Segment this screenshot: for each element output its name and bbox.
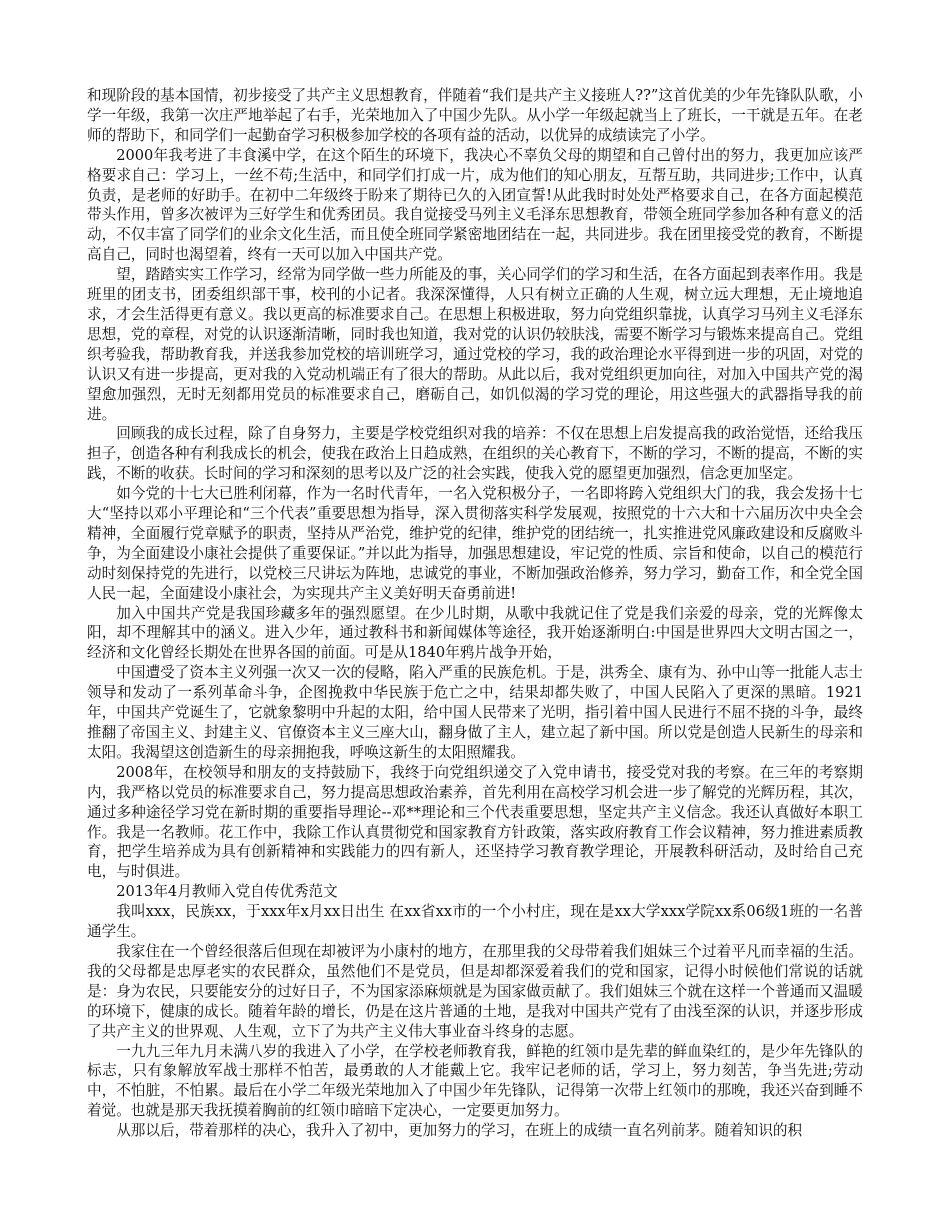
paragraph-11: 我家住在一个曾经很落后但现在却被评为小康村的地方，在那里我的父母带着我们姐妹三个过着平凡而幸福的生活。我的父母都是忠厚老实的农民群众，虽然他们不是党员，但是却都深爱着我们的党和国家，记得小时候他们常说的话就是：身为农民，只要能安分的过好日子，不为国家添麻烦就是为国家做贡献了。我们姐妹三个就在这样一个普通而又温暖的环境下，健康的成长。随着年龄的增长，仍是在这片普通的土地，是我对中国共产党有了由浅至深的认识，并逐步形成了共产主义的世界观、人生观，立下了为共产主义伟大事业奋斗终身的志愿。 <box>87 942 863 1040</box>
paragraph-1: 和现阶段的基本国情，初步接受了共产主义思想教育，伴随着“我们是共产主义接班人??”这首优美的少年先锋队队歌，小学一年级，我第一次庄严地举起了右手，光荣地加入了中国少先队。从小学一年级起就当上了班长，一干就是五年。在老师的帮助下，和同学们一起勤奋学习积极参加学校的各项有益的活动，以优异的成绩读完了小学。 <box>87 87 863 144</box>
paragraph-13: 从那以后，带着那样的决心，我升入了初中，更加努力的学习，在班上的成绩一直名列前茅。随着知识的积 <box>116 1122 803 1140</box>
paragraph-7: 中国遭受了资本主义列强一次又一次的侵略，陷入严重的民族危机。于是，洪秀全、康有为、孙中山等一批能人志士领导和发动了一系列革命斗争，企图挽救中华民族于危亡之中，结果却都失败了，中国人民陷入了更深的黑暗。1921年，中国共产党诞生了，它就象黎明中升起的太阳，给中国人民带来了光明，指引着中国人民进行不屈不挠的斗争，最终推翻了帝国主义、封建主义、官僚资本主义三座大山，翻身做了主人，建立起了新中国。所以党是创造人民新生的母亲和太阳。我渴望这创造新生的母亲拥抱我，呼唤这新生的太阳照耀我。 <box>87 664 863 761</box>
paragraph-12: 一九九三年九月未满八岁的我进入了小学，在学校老师教育我，鲜艳的红领巾是先辈的鲜血染红的，是少年先锋队的标志，只有象解放军战士那样不怕苦，最勇敢的人才能戴上它。我牢记老师的话，学习上，努力刻苦，争当先进;劳动中，不怕脏，不怕累。最后在小学二年级光荣地加入了中国少年先锋队，记得第一次带上红领巾的那晚，我还兴奋到睡不着觉。也就是那天我抚摸着胸前的红领巾暗暗下定决心，一定要更加努力。 <box>87 1042 863 1120</box>
paragraph-8: 2008年，在校领导和朋友的支持鼓励下，我终于向党组织递交了入党申请书，接受党对我的考察。在三年的考察期内，我严格以党员的标准要求自己，努力提高思想政治素养，首先利用在高校学习机会进一步了解党的光辉历程，其次，通过多种途径学习党在新时期的重要指导理论--邓**理论和三个代表重要思想，坚定共产主义信念。我还认真做好本职工作。我是一名教师。花工作中，我除工作认真贯彻党和国家教育方针政策，落实政府教育工作会议精神，努力推进素质教育，把学生培养成为具有创新精神和实践能力的四有新人，还坚持学习教育教学理论，开展教科研活动，及时给自己充电，与时俱进。 <box>87 763 863 881</box>
paragraph-5: 如今党的十七大已胜利闭幕，作为一名时代青年，一名入党积极分子，一名即将跨入党组织大门的我，我会发扬十七大“坚持以邓小平理论和“三个代表”重要思想为指导，深入贯彻落实科学发展观，按照党的十六大和十六届历次中央全会精神，全面履行党章赋予的职责，坚持从严治党，维护党的纪律，维护党的团结统一，扎实推进党风廉政建设和反腐败斗争，为全面建设小康社会提供了重要保证。”并以此为指导，加强思想建设，牢记党的性质、宗旨和使命，以自己的模范行动时刻保持党的先进行，以党校三尺讲坛为阵地，忠诚党的事业，不断加强政治修养，努力学习，勤奋工作，和全党全国人民一起，全面建设小康社会，为实现共产主义美好明天奋勇前进! <box>87 485 863 602</box>
paragraph-3: 望，踏踏实实工作学习，经常为同学做一些力所能及的事，关心同学们的学习和生活，在各方面起到表率作用。我是班里的团支书，团委组织部干事，校刊的小记者。我深深懂得，人只有树立正确的人生观，树立远大理想，无止境地追求，才会生活得更有意义。我以更高的标准要求自己。在思想上积极进取，努力向党组织靠拢，认真学习马列主义毛泽东思想，党的章程，对党的认识逐渐清晰，同时我也知道，我对党的认识仍较肤浅，需要不断学习与锻炼来提高自己。党组织考验我，帮助教育我，并送我参加党校的培训班学习，通过党校的学习，我的政治理论水平得到进一步的巩固，对党的认识又有进一步提高，更对我的入党动机端正有了很大的帮助。从此以后，我对党组织更加向往，对加入中国共产党的渴望愈加强烈，无时无刻都用党员的标准要求自己，磨砺自己，如饥似渴的学习党的理论，用这些强大的武器指导我的前进。 <box>87 266 863 423</box>
document-page <box>87 86 863 1141</box>
paragraph-2: 2000年我考进了丰食溪中学，在这个陌生的环境下，我决心不辜负父母的期望和自己曾付出的努力，我更加应该严格要求自己：学习上，一丝不苟;生活中，和同学们打成一片，成为他们的知心朋友，互帮互助，共同进步;工作中，认真负责，是老师的好助手。在初中二年级终于盼来了期待已久的入团宣誓!从此我时时处处严格要求自己，在各方面起模范带头作用，曾多次被评为三好学生和优秀团员。我自觉接受马列主义毛泽东思想教育，带领全班同学参加各种有意义的活动，不仅丰富了同学们的业余文化生活，而且使全班同学紧密地团结在一起，共同进步。我在团里接受党的教育，不断提高自己，同时也渴望着，终有一天可以加入中国共产党。 <box>87 146 863 264</box>
paragraph-4: 回顾我的成长过程，除了自身努力，主要是学校党组织对我的培养：不仅在思想上启发提高我的政治觉悟，还给我压担子，创造各种有利我成长的机会，使我在政治上日趋成熟，在组织的关心教育下，不断的学习，不断的提高，不断的实践，不断的收获。长时间的学习和深刻的思考以及广泛的社会实践，使我入党的愿望更加强烈，信念更加坚定。 <box>87 425 863 483</box>
paragraph-10: 我叫xxx，民族xx，于xxx年x月xx日出生 在xx省xx市的一个小村庄，现在是xx大学xxx学院xx系06级1班的一名普通学生。 <box>87 903 863 941</box>
paragraph-6: 加入中国共产党是我国珍藏多年的强烈愿望。在少儿时期，从歌中我就记住了党是我们亲爱的母亲，党的光辉像太阳，却不理解其中的涵义。进入少年，通过教科书和新闻媒体等途径，我开始逐渐明白:中国是世界四大文明古国之一，经济和文化曾经长期处在世界各国的前面。可是从1840年鸦片战争开始， <box>87 604 863 662</box>
section-title: 2013年4月教师入党自传优秀范文 <box>116 883 338 901</box>
